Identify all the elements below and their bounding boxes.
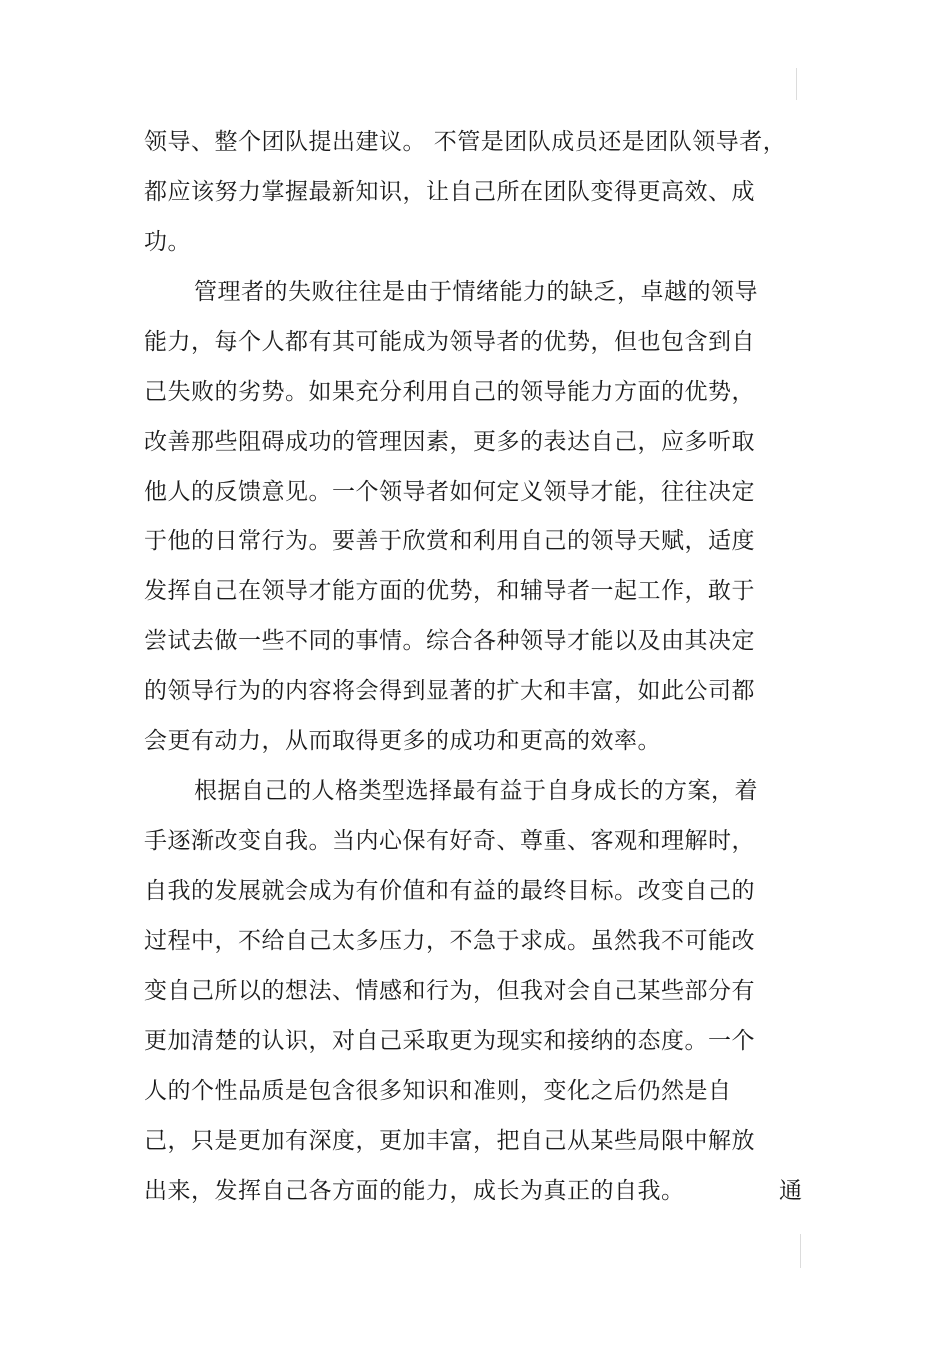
text-line: 己，只是更加有深度，更加丰富，把自己从某些局限中解放 bbox=[144, 1128, 755, 1154]
text-line: 自我的发展就会成为有价值和有益的最终目标。改变自己的 bbox=[144, 878, 755, 904]
text-line: 功。 bbox=[144, 229, 191, 255]
paragraph-first-line: 根据自己的人格类型选择最有益于自身成长的方案，着 bbox=[194, 778, 758, 804]
continuation-text: 通 bbox=[779, 1178, 802, 1204]
text-line: 都应该努力掌握最新知识，让自己所在团队变得更高效、成 bbox=[144, 179, 755, 205]
paragraph-first-line: 管理者的失败往往是由于情绪能力的缺乏，卓越的领导 bbox=[194, 279, 758, 305]
text-line: 尝试去做一些不同的事情。综合各种领导才能以及由其决定 bbox=[144, 628, 755, 654]
text-line: 过程中，不给自己太多压力，不急于求成。虽然我不可能改 bbox=[144, 928, 755, 954]
text-line: 发挥自己在领导才能方面的优势，和辅导者一起工作，敢于 bbox=[144, 578, 755, 604]
text-line: 更加清楚的认识，对自己采取更为现实和接纳的态度。一个 bbox=[144, 1028, 755, 1054]
margin-mark-top bbox=[796, 68, 797, 100]
text-line: 他人的反馈意见。一个领导者如何定义领导才能，往往决定 bbox=[144, 479, 755, 505]
text-line: 能力，每个人都有其可能成为领导者的优势，但也包含到自 bbox=[144, 329, 755, 355]
text-line: 改善那些阻碍成功的管理因素，更多的表达自己，应多听取 bbox=[144, 429, 755, 455]
text-line: 领导、整个团队提出建议。 不管是团队成员还是团队领导者， bbox=[144, 129, 787, 155]
text-line: 于他的日常行为。要善于欣赏和利用自己的领导天赋，适度 bbox=[144, 528, 755, 554]
margin-mark-bottom bbox=[800, 1234, 801, 1268]
text-line: 手逐渐改变自我。当内心保有好奇、尊重、客观和理解时， bbox=[144, 828, 755, 854]
text-line: 变自己所以的想法、情感和行为，但我对会自己某些部分有 bbox=[144, 978, 755, 1004]
text-line: 的领导行为的内容将会得到显著的扩大和丰富，如此公司都 bbox=[144, 678, 755, 704]
text-line: 会更有动力，从而取得更多的成功和更高的效率。 bbox=[144, 728, 661, 754]
text-line: 己失败的劣势。如果充分利用自己的领导能力方面的优势， bbox=[144, 379, 755, 405]
text-line: 出来，发挥自己各方面的能力，成长为真正的自我。 bbox=[144, 1178, 685, 1204]
text-line: 人的个性品质是包含很多知识和准则，变化之后仍然是自 bbox=[144, 1078, 732, 1104]
